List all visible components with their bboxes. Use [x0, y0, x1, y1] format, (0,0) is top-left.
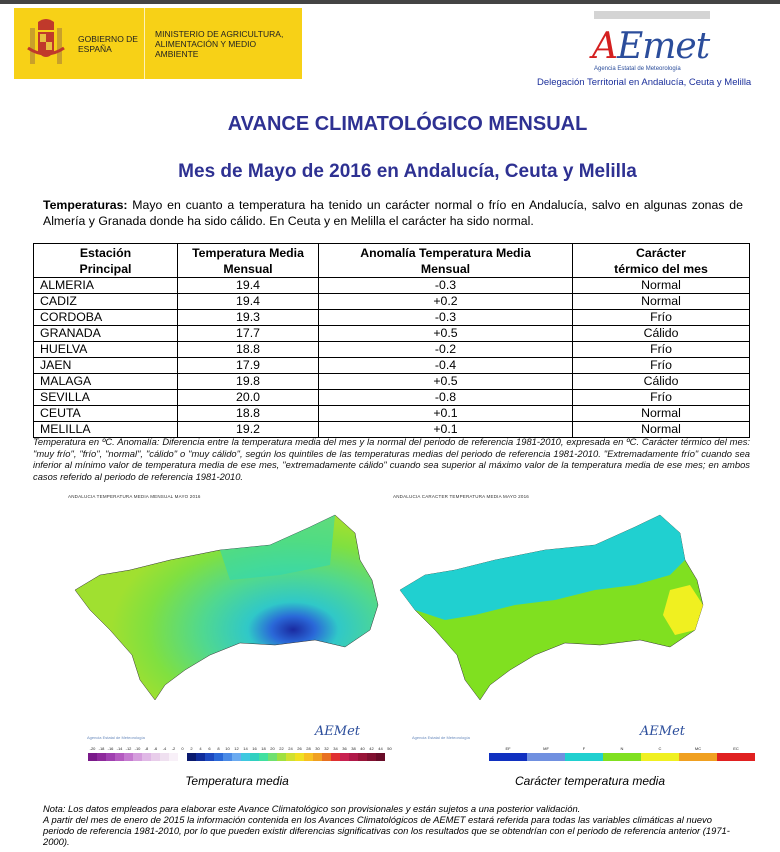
map-aemet-logo: AEMet — [314, 724, 360, 739]
header-anomaly: Anomalía Temperatura Media Mensual — [319, 244, 573, 278]
legend-item — [349, 746, 358, 761]
note-1: Nota: Los datos empleados para elaborar este Avance Climatológico son provisionales y están sujetos a una posterior validación. — [43, 803, 581, 814]
caption-character: Carácter temperatura media — [514, 774, 666, 788]
cell-station: CADIZ — [34, 294, 178, 310]
legend-item — [169, 746, 178, 761]
temperature-map-image — [60, 505, 390, 725]
legend-item — [97, 746, 106, 761]
legend-label: 38 — [351, 746, 356, 751]
legend-item — [124, 746, 133, 761]
legend-swatch — [603, 753, 641, 761]
legend-swatch — [331, 753, 340, 761]
legend-label: 16 — [252, 746, 257, 751]
legend-label: 14 — [243, 746, 248, 751]
cell-anomaly: -0.3 — [319, 310, 573, 326]
legend-item — [717, 746, 755, 761]
table-row — [34, 342, 750, 358]
legend-swatch — [88, 753, 97, 761]
legend-item — [322, 746, 331, 761]
legend-label: 12 — [234, 746, 239, 751]
map-title: ANDALUCIA CARACTER TEMPERATURA MEDIA MAYO 2016 — [393, 494, 529, 499]
stations-table — [33, 243, 750, 438]
legend-swatch — [178, 753, 187, 761]
legend-label: -16 — [107, 746, 114, 751]
legend-item — [603, 746, 641, 761]
temperature-map — [60, 490, 390, 765]
legend-swatch — [313, 753, 322, 761]
legend-label: 22 — [279, 746, 284, 751]
legend-item — [376, 746, 385, 761]
legend-item — [268, 746, 277, 761]
aemet-agency: Agencia Estatal de Meteorología — [594, 66, 681, 72]
cell-anomaly: +0.2 — [319, 294, 573, 310]
cell-anomaly: +0.1 — [319, 422, 573, 438]
legend-item — [277, 746, 286, 761]
coat-of-arms-icon — [26, 18, 66, 70]
cell-character: Frío — [573, 342, 750, 358]
legend-swatch — [223, 753, 232, 761]
legend-label: 2 — [190, 746, 193, 751]
cell-anomaly: -0.4 — [319, 358, 573, 374]
page-title: AVANCE CLIMATOLÓGICO MENSUAL — [227, 113, 588, 135]
legend-label: 40 — [360, 746, 365, 751]
legend-item — [259, 746, 268, 761]
cell-station: MELILLA — [34, 422, 178, 438]
intro-text: Mayo en cuanto a temperatura ha tenido un carácter normal o frío en Andalucía, salvo en algunas zonas de Almería y Granada donde ha sido cálido. En Ceuta y en Melilla el carácter ha sido normal. — [43, 198, 743, 228]
legend-label: MF — [543, 746, 549, 751]
legend-item — [565, 746, 603, 761]
cell-temp: 19.2 — [178, 422, 319, 438]
legend-item — [641, 746, 679, 761]
legend-swatch — [214, 753, 223, 761]
legend-label: 30 — [315, 746, 320, 751]
cell-station: SEVILLA — [34, 390, 178, 406]
legend-label: 0 — [181, 746, 184, 751]
header-temp: Temperatura Media Mensual — [178, 244, 319, 278]
page-subtitle: Mes de Mayo de 2016 en Andalucía, Ceuta y Melilla — [178, 161, 637, 182]
legend-label: MC — [694, 746, 702, 751]
legend-item — [527, 746, 565, 761]
legend-label: 50 — [387, 746, 392, 751]
cell-character: Normal — [573, 278, 750, 294]
legend-swatch — [349, 753, 358, 761]
legend-label: 6 — [208, 746, 211, 751]
legend-swatch — [527, 753, 565, 761]
legend-item — [160, 746, 169, 761]
legend-swatch — [641, 753, 679, 761]
cell-temp: 19.4 — [178, 294, 319, 310]
table-row — [34, 390, 750, 406]
legend-label: 36 — [342, 746, 347, 751]
map-title: ANDALUCIA TEMPERATURA MEDIA MENSUAL MAYO 2016 — [68, 494, 201, 499]
redaction-bar — [594, 11, 710, 19]
legend-label: 4 — [199, 746, 202, 751]
cell-temp: 18.8 — [178, 342, 319, 358]
cell-anomaly: -0.3 — [319, 278, 573, 294]
legend-item — [679, 746, 717, 761]
legend-label: 18 — [261, 746, 266, 751]
cell-station: ALMERIA — [34, 278, 178, 294]
cell-character: Normal — [573, 422, 750, 438]
legend-item — [106, 746, 115, 761]
legend-item — [133, 746, 142, 761]
cell-temp: 18.8 — [178, 406, 319, 422]
cell-temp: 19.4 — [178, 278, 319, 294]
header-station: Estación Principal — [34, 244, 178, 278]
legend-item — [295, 746, 304, 761]
legend-label: 44 — [378, 746, 383, 751]
legend-swatch — [151, 753, 160, 761]
header-character: Carácter térmico del mes — [573, 244, 750, 278]
legend-item — [187, 746, 196, 761]
legend-item — [115, 746, 124, 761]
legend-item — [241, 746, 250, 761]
cell-anomaly: -0.8 — [319, 390, 573, 406]
legend-label: -18 — [98, 746, 105, 751]
legend-item — [367, 746, 376, 761]
legend-swatch — [205, 753, 214, 761]
legend-swatch — [367, 753, 376, 761]
cell-station: MALAGA — [34, 374, 178, 390]
legend-swatch — [565, 753, 603, 761]
legend-label: 10 — [225, 746, 230, 751]
intro-label: Temperaturas: — [43, 198, 128, 212]
cell-station: CORDOBA — [34, 310, 178, 326]
legend-swatch — [277, 753, 286, 761]
legend-label: 32 — [324, 746, 329, 751]
legend-label: -8 — [144, 746, 149, 751]
cell-station: JAEN — [34, 358, 178, 374]
notes — [43, 803, 743, 847]
legend-swatch — [322, 753, 331, 761]
legend-label: -4 — [162, 746, 167, 751]
note-2: A partir del mes de enero de 2015 la información contenida en los Avances Climatológicos de AEMET estará referida para todas las variables climáticas al nuevo periodo de referencia 1981-2010, por lo que pueden existir diferencias significativas con los resultados que se obtendrían con el periodo de referencia anterior (1971-2000). — [43, 814, 730, 847]
legend-label: -20 — [89, 746, 96, 751]
legend-item — [205, 746, 214, 761]
legend-swatch — [187, 753, 196, 761]
legend-swatch — [250, 753, 259, 761]
cell-character: Frío — [573, 358, 750, 374]
gov-name: GOBIERNO DE ESPAÑA — [78, 33, 138, 54]
cell-temp: 17.7 — [178, 326, 319, 342]
table-footnote: Temperatura en ºC. Anomalía: Diferencia entre la temperatura media del mes y la normal del periodo de referencia 1981-2010, expresada en ºC. Carácter térmico del mes: "muy frío", "frío", "normal", "cálido" o "muy cálido", según los quintiles de las temperaturas medias del periodo de referencia 1981-2010. "Extremadamente frío" cuando sea inferior al mínimo valor de temperatura media de ese mes, "extremadamente cálido" cuando sea superior al máximo valor de la temperatura media de ese mes; en ambos casos referido al periodo de referencia 1981-2010. — [33, 436, 750, 482]
cell-character: Frío — [573, 390, 750, 406]
ministry-name: MINISTERIO DE AGRICULTURA, ALIMENTACIÓN Y MEDIO AMBIENTE — [155, 28, 284, 59]
legend-label: N — [620, 746, 624, 751]
map-agency: Agencia Estatal de Meteorología — [87, 735, 145, 740]
cell-temp: 17.9 — [178, 358, 319, 374]
table-row — [34, 358, 750, 374]
legend-item — [151, 746, 160, 761]
table-row — [34, 326, 750, 342]
legend-label: -12 — [125, 746, 132, 751]
legend-swatch — [241, 753, 250, 761]
legend-swatch — [717, 753, 755, 761]
legend-item — [358, 746, 367, 761]
legend-label: 8 — [217, 746, 220, 751]
legend-swatch — [142, 753, 151, 761]
legend-label: -2 — [171, 746, 176, 751]
legend-item — [331, 746, 340, 761]
delegation-text: Delegación Territorial en Andalucía, Ceuta y Melilla — [537, 77, 752, 88]
legend-label: EF — [505, 746, 511, 751]
legend-item — [88, 746, 97, 761]
cell-anomaly: +0.5 — [319, 374, 573, 390]
cell-anomaly: +0.1 — [319, 406, 573, 422]
table-header — [34, 244, 750, 278]
legend-swatch — [106, 753, 115, 761]
legend-item — [178, 746, 187, 761]
legend-swatch — [295, 753, 304, 761]
legend-item — [286, 746, 295, 761]
legend-swatch — [97, 753, 106, 761]
cell-station: HUELVA — [34, 342, 178, 358]
table-row — [34, 294, 750, 310]
legend-label: 24 — [288, 746, 293, 751]
legend-label: 26 — [297, 746, 302, 751]
top-border — [0, 0, 780, 4]
legend-item — [196, 746, 205, 761]
legend-swatch — [679, 753, 717, 761]
character-map — [385, 490, 739, 765]
legend-label: -6 — [153, 746, 158, 751]
cell-character: Normal — [573, 294, 750, 310]
cell-station: GRANADA — [34, 326, 178, 342]
map-agency: Agencia Estatal de Meteorología — [412, 735, 470, 740]
table-row — [34, 406, 750, 422]
legend-item — [250, 746, 259, 761]
table-row — [34, 310, 750, 326]
legend-item — [214, 746, 223, 761]
legend-swatch — [286, 753, 295, 761]
legend-label: EC — [733, 746, 739, 751]
cell-anomaly: +0.5 — [319, 326, 573, 342]
legend-swatch — [115, 753, 124, 761]
intro-paragraph — [43, 197, 743, 229]
table-row — [34, 278, 750, 294]
cell-station: CEUTA — [34, 406, 178, 422]
legend-label: -14 — [116, 746, 123, 751]
legend-item — [340, 746, 349, 761]
legend-label: F — [582, 746, 586, 751]
cell-anomaly: -0.2 — [319, 342, 573, 358]
caption-temperature: Temperatura media — [185, 774, 289, 788]
legend-swatch — [160, 753, 169, 761]
cell-character: Normal — [573, 406, 750, 422]
temperature-legend — [88, 746, 394, 761]
cell-temp: 19.8 — [178, 374, 319, 390]
legend-swatch — [169, 753, 178, 761]
cell-character: Cálido — [573, 326, 750, 342]
legend-label: 20 — [270, 746, 275, 751]
legend-label: 34 — [333, 746, 338, 751]
character-map-image — [385, 505, 715, 725]
legend-swatch — [259, 753, 268, 761]
character-legend — [489, 746, 755, 761]
legend-item — [223, 746, 232, 761]
legend-item — [142, 746, 151, 761]
aemet-logo: AEmet — [592, 26, 710, 67]
legend-label: -10 — [134, 746, 141, 751]
cell-temp: 19.3 — [178, 310, 319, 326]
legend-item — [304, 746, 313, 761]
legend-label: 28 — [306, 746, 311, 751]
cell-character: Frío — [573, 310, 750, 326]
cell-temp: 20.0 — [178, 390, 319, 406]
table-row — [34, 374, 750, 390]
legend-item — [313, 746, 322, 761]
legend-item — [232, 746, 241, 761]
legend-swatch — [304, 753, 313, 761]
legend-label: 42 — [369, 746, 374, 751]
legend-swatch — [133, 753, 142, 761]
legend-swatch — [196, 753, 205, 761]
legend-swatch — [232, 753, 241, 761]
cell-character: Cálido — [573, 374, 750, 390]
legend-swatch — [489, 753, 527, 761]
legend-swatch — [340, 753, 349, 761]
map-aemet-logo: AEMet — [639, 724, 685, 739]
government-logo — [14, 8, 302, 79]
legend-swatch — [358, 753, 367, 761]
legend-item — [489, 746, 527, 761]
legend-label: C — [658, 746, 662, 751]
legend-swatch — [376, 753, 385, 761]
legend-swatch — [268, 753, 277, 761]
legend-swatch — [124, 753, 133, 761]
